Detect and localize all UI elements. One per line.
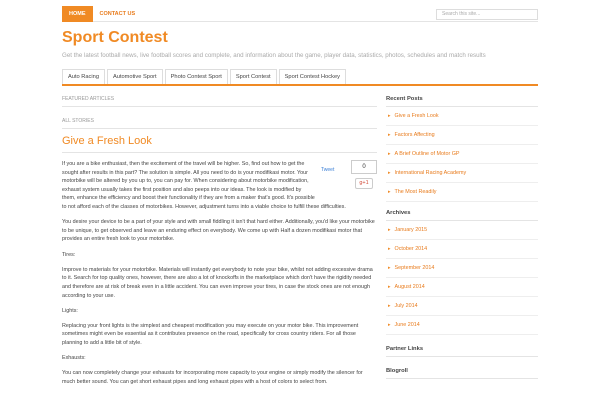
google-plus-button[interactable]: g+1 [355, 178, 373, 189]
post-paragraph: If you are a bike enthusiast, then the excitement of the travel will be higher. So, find out how to get the sought after results in this part? The solution is simple. All you need to do is your modifikasi motor. Your motorbike will be altered by you up to, you can pay for. When considering about motorbike modification, exhaust system usually takes the first position and also peeps into our ideas. The look is modified by them, enhance the efficiency and boost their functionality if they are from a maker that's good. It's possible to not afford each of the classes of motorbikes. However, adjustment turns into a viable choice to fulfill these difficulties. [62, 161, 346, 210]
search-input[interactable]: Search this site... [436, 9, 538, 20]
site-description: Get the latest football news, live football scores and complete, and information about the game, player data, statistics, photos, schedules and match results [62, 52, 486, 59]
post-subheading: Tires: [62, 251, 76, 258]
post-body [62, 160, 377, 387]
arrow-right-icon: ▸ [388, 246, 391, 252]
arrow-right-icon: ▸ [388, 170, 391, 176]
archives-widget [386, 207, 538, 335]
arrow-right-icon: ▸ [388, 189, 391, 195]
arrow-right-icon: ▸ [388, 284, 391, 290]
archive-link[interactable]: October 2014 [394, 246, 428, 252]
archive-item[interactable] [386, 240, 538, 259]
main-nav-automotive-sport[interactable]: Automotive Sport [107, 69, 163, 84]
archive-link[interactable]: August 2014 [394, 284, 425, 290]
arrow-right-icon: ▸ [388, 132, 391, 138]
post-paragraph: Replacing your front lights is the simplest and cheapest modification you may execute on your motor bike. This improvement sometimes might even be essential as it contributes presence on the road, specifically for cross country riders. For all those planning to add a little bit of style. [62, 322, 359, 347]
post-paragraph: Improve to materials for your motorbike. Materials will instantly get everybody to note your bike, whilst not adding excessive drama to it. Search for top quality ones, however, there are also a lot of knockoffs in the marketplace which don't have the rigidity needed and therefore are at risk of break even in a little accident. You can even improve your tires, in case the stock ones are not enough according to your use. [62, 266, 373, 299]
blogroll-widget [386, 365, 538, 379]
post-subheading: Exhausts: [62, 355, 86, 362]
archive-item[interactable] [386, 316, 538, 335]
share-buttons [321, 160, 377, 192]
recent-posts-widget [386, 93, 538, 202]
arrow-right-icon: ▸ [388, 227, 391, 233]
arrow-right-icon: ▸ [388, 151, 391, 157]
main-nav-photo-contest-sport[interactable]: Photo Contest Sport [165, 69, 228, 84]
blogroll-title: Blogroll [386, 365, 538, 379]
sidebar [386, 93, 538, 379]
post-title[interactable]: Give a Fresh Look [62, 135, 152, 147]
archive-item[interactable] [386, 259, 538, 278]
archive-link[interactable]: July 2014 [394, 303, 418, 309]
top-bar [62, 6, 538, 22]
main-content [62, 93, 377, 393]
main-nav [62, 69, 538, 86]
share-count: 0 [351, 160, 377, 174]
recent-post-item[interactable] [386, 183, 538, 202]
recent-post-item[interactable] [386, 164, 538, 183]
post-paragraph: You desire your device to be a part of your style and with small fiddling it isn't that hard either. Additionally, you'd like your motorbike to be unique, to get observed and leave an enduring effect on everybody. We come up with Half a dozen modifikasi motor that provides an entire fresh look to your motorbike. [62, 219, 375, 243]
recent-post-link[interactable]: The Most Readily [394, 189, 437, 195]
post-paragraph: You can now completely change your exhausts for incorporating more capacity to your engine or simply modify the silencer for much better sound. You can get short exhaust pipes and long exhaust pipes with a host of colors to select from. [62, 370, 363, 386]
recent-post-item[interactable] [386, 145, 538, 164]
partner-links-widget [386, 343, 538, 357]
recent-post-item[interactable] [386, 126, 538, 145]
main-nav-auto-racing[interactable]: Auto Racing [62, 69, 105, 84]
recent-post-link[interactable]: International Racing Academy [394, 170, 467, 176]
recent-post-link[interactable]: Factors Affecting [394, 132, 435, 138]
site-title[interactable]: Sport Contest [62, 29, 168, 46]
recent-post-link[interactable]: Give a Fresh Look [394, 113, 439, 119]
archive-item[interactable] [386, 221, 538, 240]
recent-post-link[interactable]: A Brief Outline of Motor GP [394, 151, 460, 157]
archive-link[interactable]: September 2014 [394, 265, 435, 271]
top-nav-home[interactable]: HOME [62, 6, 93, 22]
arrow-right-icon: ▸ [388, 303, 391, 309]
tweet-button[interactable]: Tweet [321, 167, 335, 173]
arrow-right-icon: ▸ [388, 113, 391, 119]
main-nav-sport-contest-hockey[interactable]: Sport Contest Hockey [279, 69, 346, 84]
recent-post-item[interactable] [386, 107, 538, 126]
featured-articles-label: FEATURED ARTICLES [62, 93, 377, 107]
top-nav-contact-us[interactable]: CONTACT US [99, 11, 136, 17]
all-stories-label: ALL STORIES [62, 115, 377, 129]
main-nav-sport-contest[interactable]: Sport Contest [230, 69, 277, 84]
archive-item[interactable] [386, 297, 538, 316]
arrow-right-icon: ▸ [388, 322, 391, 328]
archive-link[interactable]: June 2014 [394, 322, 420, 328]
archive-item[interactable] [386, 278, 538, 297]
post-subheading: Lights: [62, 307, 78, 314]
archives-title: Archives [386, 207, 538, 221]
recent-posts-title: Recent Posts [386, 93, 538, 107]
partner-links-title: Partner Links [386, 343, 538, 357]
arrow-right-icon: ▸ [388, 265, 391, 271]
archive-link[interactable]: January 2015 [394, 227, 428, 233]
divider [62, 152, 377, 153]
